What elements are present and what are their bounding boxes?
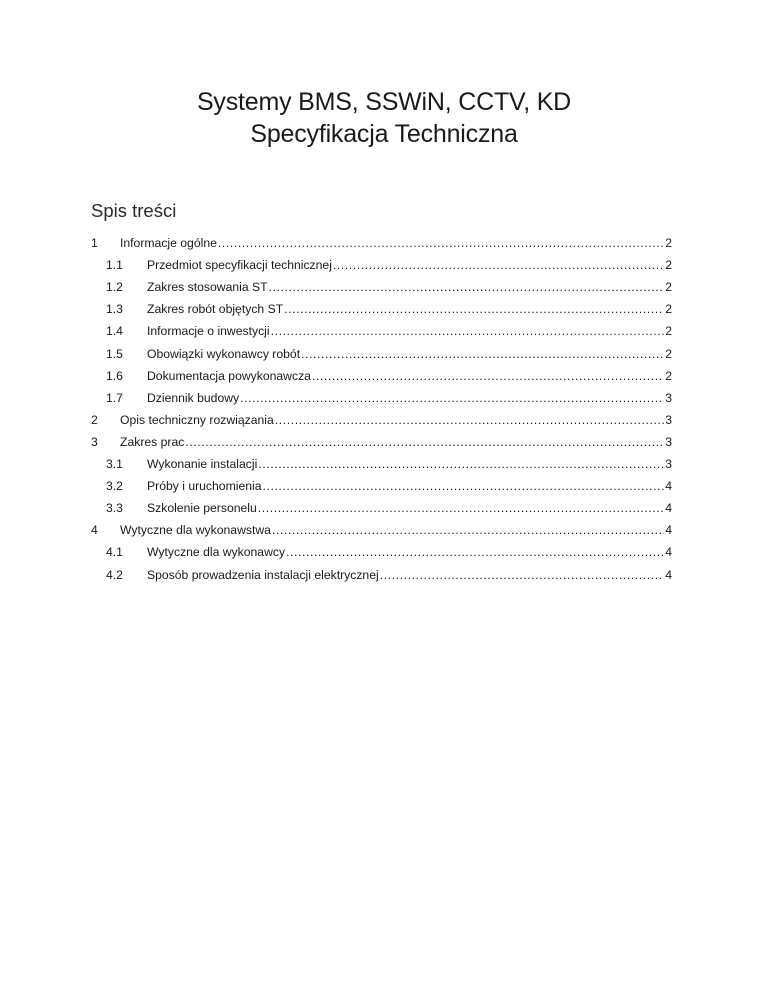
toc-entry-label[interactable]: Informacje o inwestycji: [147, 324, 270, 339]
toc-entry-number: 2: [91, 412, 98, 427]
toc-entry-page-number[interactable]: 4: [665, 479, 672, 494]
toc-entry-number: 4.1: [106, 545, 123, 560]
toc-entry-number: 1.2: [106, 280, 123, 295]
toc-dot-leader: [258, 454, 664, 474]
toc-entry-label[interactable]: Dokumentacja powykonawcza: [147, 368, 311, 383]
toc-entry-number: 1.6: [106, 368, 123, 383]
toc-dot-leader: [312, 366, 664, 386]
toc-dot-leader: [262, 476, 664, 496]
toc-entry-label[interactable]: Wytyczne dla wykonawstwa: [120, 523, 271, 538]
toc-dot-leader: [284, 299, 664, 319]
document-title-line-1: Systemy BMS, SSWiN, CCTV, KD: [196, 88, 572, 116]
toc-entry-label[interactable]: Obowiązki wykonawcy robót: [147, 346, 301, 361]
toc-entry-page-number[interactable]: 2: [665, 302, 672, 317]
toc-entry[interactable]: [91, 520, 672, 540]
toc-entry-number: 1: [91, 236, 98, 250]
toc-dot-leader: [271, 321, 665, 341]
toc-entry[interactable]: [91, 233, 672, 253]
toc-entry-number: 1.3: [106, 302, 123, 317]
toc-entry-page-number[interactable]: 2: [665, 368, 672, 383]
toc-entry[interactable]: [91, 410, 672, 430]
toc-entry[interactable]: [106, 299, 672, 319]
toc-dot-leader: [275, 410, 664, 430]
toc-entry-number: 1.1: [106, 258, 123, 273]
toc-dot-leader: [380, 565, 665, 585]
toc-entry-page-number[interactable]: 3: [665, 457, 672, 471]
toc-entry[interactable]: [106, 277, 672, 297]
toc-entry-page-number[interactable]: 4: [665, 501, 672, 516]
toc-entry-label[interactable]: Wykonanie instalacji: [147, 457, 258, 471]
toc-dot-leader: [218, 233, 664, 253]
toc-heading: Spis treści: [91, 200, 177, 221]
toc-entry-label[interactable]: Przedmiot specyfikacji technicznej: [147, 258, 332, 273]
toc-entry[interactable]: [106, 388, 672, 408]
toc-entry-number: 1.5: [106, 346, 123, 361]
toc-entry[interactable]: [106, 366, 672, 386]
toc-entry-label[interactable]: Dziennik budowy: [147, 390, 240, 405]
toc-entry-label[interactable]: Zakres prac: [120, 434, 185, 449]
toc-dot-leader: [286, 542, 664, 562]
toc-entry-number: 1.7: [106, 390, 123, 405]
toc-entry-number: 3.2: [106, 479, 123, 494]
toc-entry-page-number[interactable]: 2: [665, 346, 672, 361]
toc-entry-label[interactable]: Zakres robót objętych ST: [147, 302, 284, 317]
toc-entry-number: 3.3: [106, 501, 123, 516]
toc-dot-leader: [301, 344, 664, 364]
toc-entry-page-number[interactable]: 2: [665, 280, 672, 295]
toc-entry[interactable]: [106, 476, 672, 496]
toc-entry-page-number[interactable]: 2: [665, 236, 672, 250]
toc-entry-number: 1.4: [106, 324, 123, 339]
toc-entry[interactable]: [106, 542, 672, 562]
toc-entry-page-number[interactable]: 4: [665, 567, 672, 582]
toc-entry-number: 3.1: [106, 457, 123, 471]
toc-entry-page-number[interactable]: 3: [665, 434, 672, 449]
toc-entry[interactable]: [91, 432, 672, 452]
toc-entry[interactable]: [106, 498, 672, 518]
toc-dot-leader: [258, 498, 664, 518]
toc-entry-page-number[interactable]: 2: [665, 258, 672, 273]
toc-entry-label[interactable]: Opis techniczny rozwiązania: [120, 412, 274, 427]
toc-dot-leader: [269, 277, 665, 297]
toc-dot-leader: [333, 255, 664, 275]
toc-entry[interactable]: [106, 344, 672, 364]
toc-entry-label[interactable]: Zakres stosowania ST: [147, 280, 268, 295]
document-title-line-2: Specyfikacja Techniczna: [250, 120, 518, 148]
toc-entry-number: 3: [91, 434, 98, 449]
toc-entry-number: 4: [91, 523, 98, 538]
toc-dot-leader: [185, 432, 664, 452]
toc-entry-page-number[interactable]: 4: [665, 545, 672, 560]
toc-entry-label[interactable]: Próby i uruchomienia: [147, 479, 262, 494]
toc-entry-page-number[interactable]: 3: [665, 390, 672, 405]
toc-entry-page-number[interactable]: 3: [665, 412, 672, 427]
toc-entry-label[interactable]: Informacje ogólne: [120, 236, 217, 250]
toc-dot-leader: [240, 388, 664, 408]
toc-entry[interactable]: [106, 255, 672, 275]
toc-entry[interactable]: [106, 454, 672, 474]
toc-entry[interactable]: [106, 321, 672, 341]
toc-entry-number: 4.2: [106, 567, 123, 582]
toc-entry-label[interactable]: Sposób prowadzenia instalacji elektrycznej: [147, 567, 379, 582]
toc-entry-page-number[interactable]: 2: [665, 324, 672, 339]
toc-dot-leader: [272, 520, 664, 540]
toc-entry-label[interactable]: Szkolenie personelu: [147, 501, 257, 516]
toc-entry-label[interactable]: Wytyczne dla wykonawcy: [147, 545, 286, 560]
toc-entry[interactable]: [106, 565, 672, 585]
toc-entry-page-number[interactable]: 4: [665, 523, 672, 538]
